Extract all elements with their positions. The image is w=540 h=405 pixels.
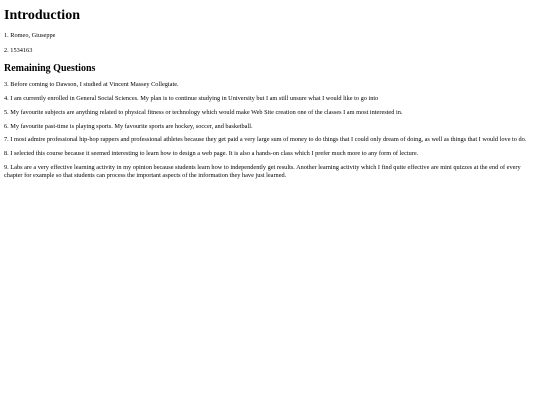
questions-section	[4, 81, 536, 179]
answer-course-reason: 8. I selected this course because it seemed interesting to learn how to design a web page. It is also a hands-on class which I prefer much more to any form of lecture.	[4, 150, 419, 158]
intro-section	[4, 32, 536, 55]
answer-favourite-subjects: 5. My favourite subjects are anything related to physical fitness or technology which would make Web Site creation one of the classes I am most interested in.	[4, 108, 403, 116]
answer-past-time: 6. My favourite past-time is playing sports. My favourite sports are hockey, soccer, and basketball.	[4, 122, 253, 130]
answer-name: 1. Romeo, Giuseppe	[4, 32, 56, 39]
answer-learning-activities: 9. Labs are a very effective learning activity in my opinion because students learn how to independently get results. Another learning activity which I find quite effective are mini quizzes at the end of every chapter for example so that students can process the important aspects of the information they have just learned.	[4, 164, 521, 179]
answer-admire: 7. I most admire professional hip-hop rappers and professional athletes because they get paid a very large sum of money to do things that I could only dream of doing, as well as things that I would love to do.	[4, 136, 527, 144]
remaining-questions-heading: Remaining Questions	[4, 62, 96, 74]
page-content	[0, 0, 540, 179]
answer-student-id: 2. 1534163	[4, 47, 33, 55]
introduction-heading: Introduction	[4, 8, 80, 23]
answer-program: 4. I am currently enrolled in General Social Sciences. My plan is to continue studying in University but I am still unsure what I would like to go into	[4, 94, 379, 102]
answer-previous-school: 3. Before coming to Dawson, I studied at Vincent Massey Collegiate.	[4, 80, 179, 88]
